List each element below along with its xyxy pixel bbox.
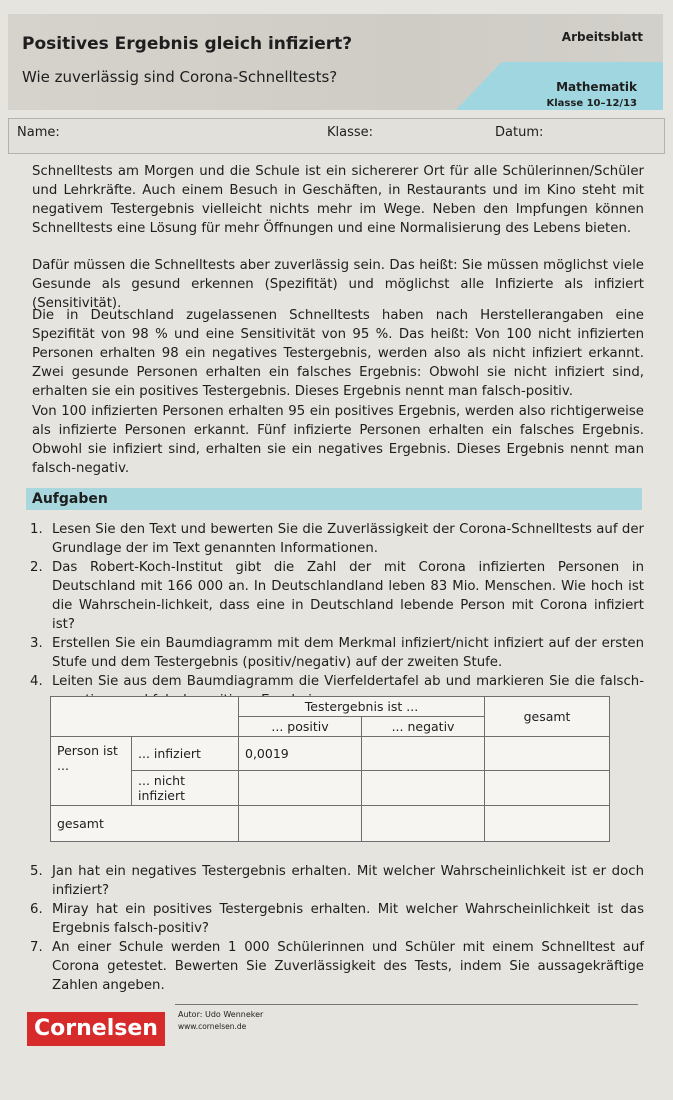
class-field-label: Klasse: [327, 125, 374, 140]
worksheet-title: Positives Ergebnis gleich infiziert? [22, 34, 353, 54]
task-number: 1. [30, 522, 43, 537]
col-positive-header: ... positiv [239, 717, 362, 737]
worksheet-subtitle: Wie zuverlässig sind Corona-Schnelltests? [22, 68, 338, 86]
paragraph-reliability: Dafür müssen die Schnelltests aber zuverlässig sein. Das heißt: Sie müssen möglichst viele Gesunde als gesund erkennen (Spezifität) und möglichst alle Infizierte als infiziert (Sensitivität). [32, 258, 644, 311]
paragraph-sensitivity: Von 100 infizierten Personen erhalten 95 ein positives Ergebnis, werden also richtigerweise als infizierte Personen erkannt. Fünf infizierte Personen erhalten ein falsches Ergebnis. Obwohl sie infiziert sind, erhalten sie ein negatives Ergebnis. Dieses Ergebnis nennt man falsch-negativ. [32, 404, 644, 476]
task-text: Jan hat ein negatives Testergebnis erhalten. Mit welcher Wahrscheinlichkeit ist er doch infiziert? [52, 864, 644, 898]
task-item-6 [30, 900, 644, 938]
contingency-table [50, 696, 610, 842]
publisher-url: www.cornelsen.de [178, 1022, 247, 1031]
col-negative-header: ... negativ [362, 717, 485, 737]
author-credit: Autor: Udo Wenneker [178, 1010, 264, 1019]
test-result-header: Testergebnis ist ... [239, 697, 485, 717]
table-corner [51, 697, 239, 737]
cell-infected-total [485, 737, 610, 771]
task-text: Miray hat ein positives Testergebnis erhalten. Mit welcher Wahrscheinlichkeit ist das Ergebnis falsch-positiv? [52, 902, 644, 936]
tasks-heading: Aufgaben [26, 488, 642, 510]
col-total-header: gesamt [485, 697, 610, 737]
row-not-infected-header: ... nicht infiziert [132, 771, 239, 805]
row-group-header: Person ist ... [51, 737, 132, 805]
student-info-bar [8, 118, 665, 154]
task-item-2 [30, 558, 644, 634]
task-text: Lesen Sie den Text und bewerten Sie die Zuverlässigkeit der Corona-Schnelltests auf der Grundlage der im Text genannten Informationen. [52, 522, 644, 556]
task-list-part1 [30, 520, 644, 710]
paragraph-intro: Schnelltests am Morgen und die Schule ist ein sichererer Ort für alle Schülerinnen/Schüler und Lehrkräfte. Auch einem Besuch in Geschäften, in Restaurants und im Kino steht mit negativem Testergebnis vielleicht nichts mehr im Wege. Neben den Impfungen können Schnelltests eine Lösung für mehr Öffnungen und eine Normalisierung des Lebens bieten. [32, 164, 644, 236]
task-number: 6. [30, 902, 43, 917]
grade-label: Klasse 10–12/13 [546, 98, 637, 109]
name-field-label: Name: [17, 125, 60, 140]
cell-infected-negative [362, 737, 485, 771]
cell-total-negative [362, 805, 485, 841]
cell-total-total [485, 805, 610, 841]
task-text: Erstellen Sie ein Baumdiagramm mit dem Merkmal infiziert/nicht infiziert auf der ersten Stufe und dem Testergebnis (positiv/negativ) auf der zweiten Stufe. [52, 636, 644, 670]
row-infected-header: ... infiziert [132, 737, 239, 771]
footer-divider [175, 1004, 638, 1005]
header-band [8, 14, 663, 110]
subject-label: Mathematik [556, 80, 637, 94]
sheet-type-label: Arbeitsblatt [561, 30, 643, 44]
task-item-1 [30, 520, 644, 558]
task-number: 5. [30, 864, 43, 879]
cell-not-infected-total [485, 771, 610, 805]
task-item-7 [30, 938, 644, 995]
cornelsen-logo: Cornelsen [27, 1012, 165, 1046]
cell-not-infected-negative [362, 771, 485, 805]
task-number: 3. [30, 636, 43, 651]
row-total-header: gesamt [51, 805, 239, 841]
cell-total-positive [239, 805, 362, 841]
task-item-5 [30, 862, 644, 900]
cell-infected-positive: 0,0019 [239, 737, 362, 771]
task-list-part2 [30, 862, 644, 995]
paragraph-specificity: Die in Deutschland zugelassenen Schnelltests haben nach Herstellerangaben eine Spezifität von 98 % und eine Sensitivität von 95 %. Das heißt: Von 100 nicht infizierten Personen erhalten 98 ein negatives Testergebnis, werden also als nicht infiziert erkannt. Zwei gesunde Personen erhalten ein falsches Ergebnis: Obwohl sie nicht infiziert sind, erhalten sie ein positives Testergebnis. Dieses Ergebnis nennt man falsch-positiv. [32, 308, 644, 399]
task-number: 7. [30, 940, 43, 955]
task-number: 4. [30, 674, 43, 689]
task-number: 2. [30, 560, 43, 575]
date-field-label: Datum: [495, 125, 544, 140]
task-text: An einer Schule werden 1 000 Schülerinnen und Schüler mit einem Schnelltest auf Corona getestet. Bewerten Sie Zuverlässigkeit des Tests, indem Sie aussagekräftige Zahlen angeben. [52, 940, 644, 993]
task-text: Leiten Sie aus dem Baumdiagramm die Vierfeldertafel ab und markieren Sie die falsch- [52, 674, 644, 689]
cell-not-infected-positive [239, 771, 362, 805]
task-item-3 [30, 634, 644, 672]
task-text: Das Robert-Koch-Institut gibt die Zahl der mit Corona infizierten Personen in Deutschland mit 166 000 an. In Deutschlandland leben 83 Mio. Menschen. Wie hoch ist die Wahrschein-lichkeit, dass eine in Deutschland lebende Person mit Corona infiziert ist? [52, 560, 644, 632]
